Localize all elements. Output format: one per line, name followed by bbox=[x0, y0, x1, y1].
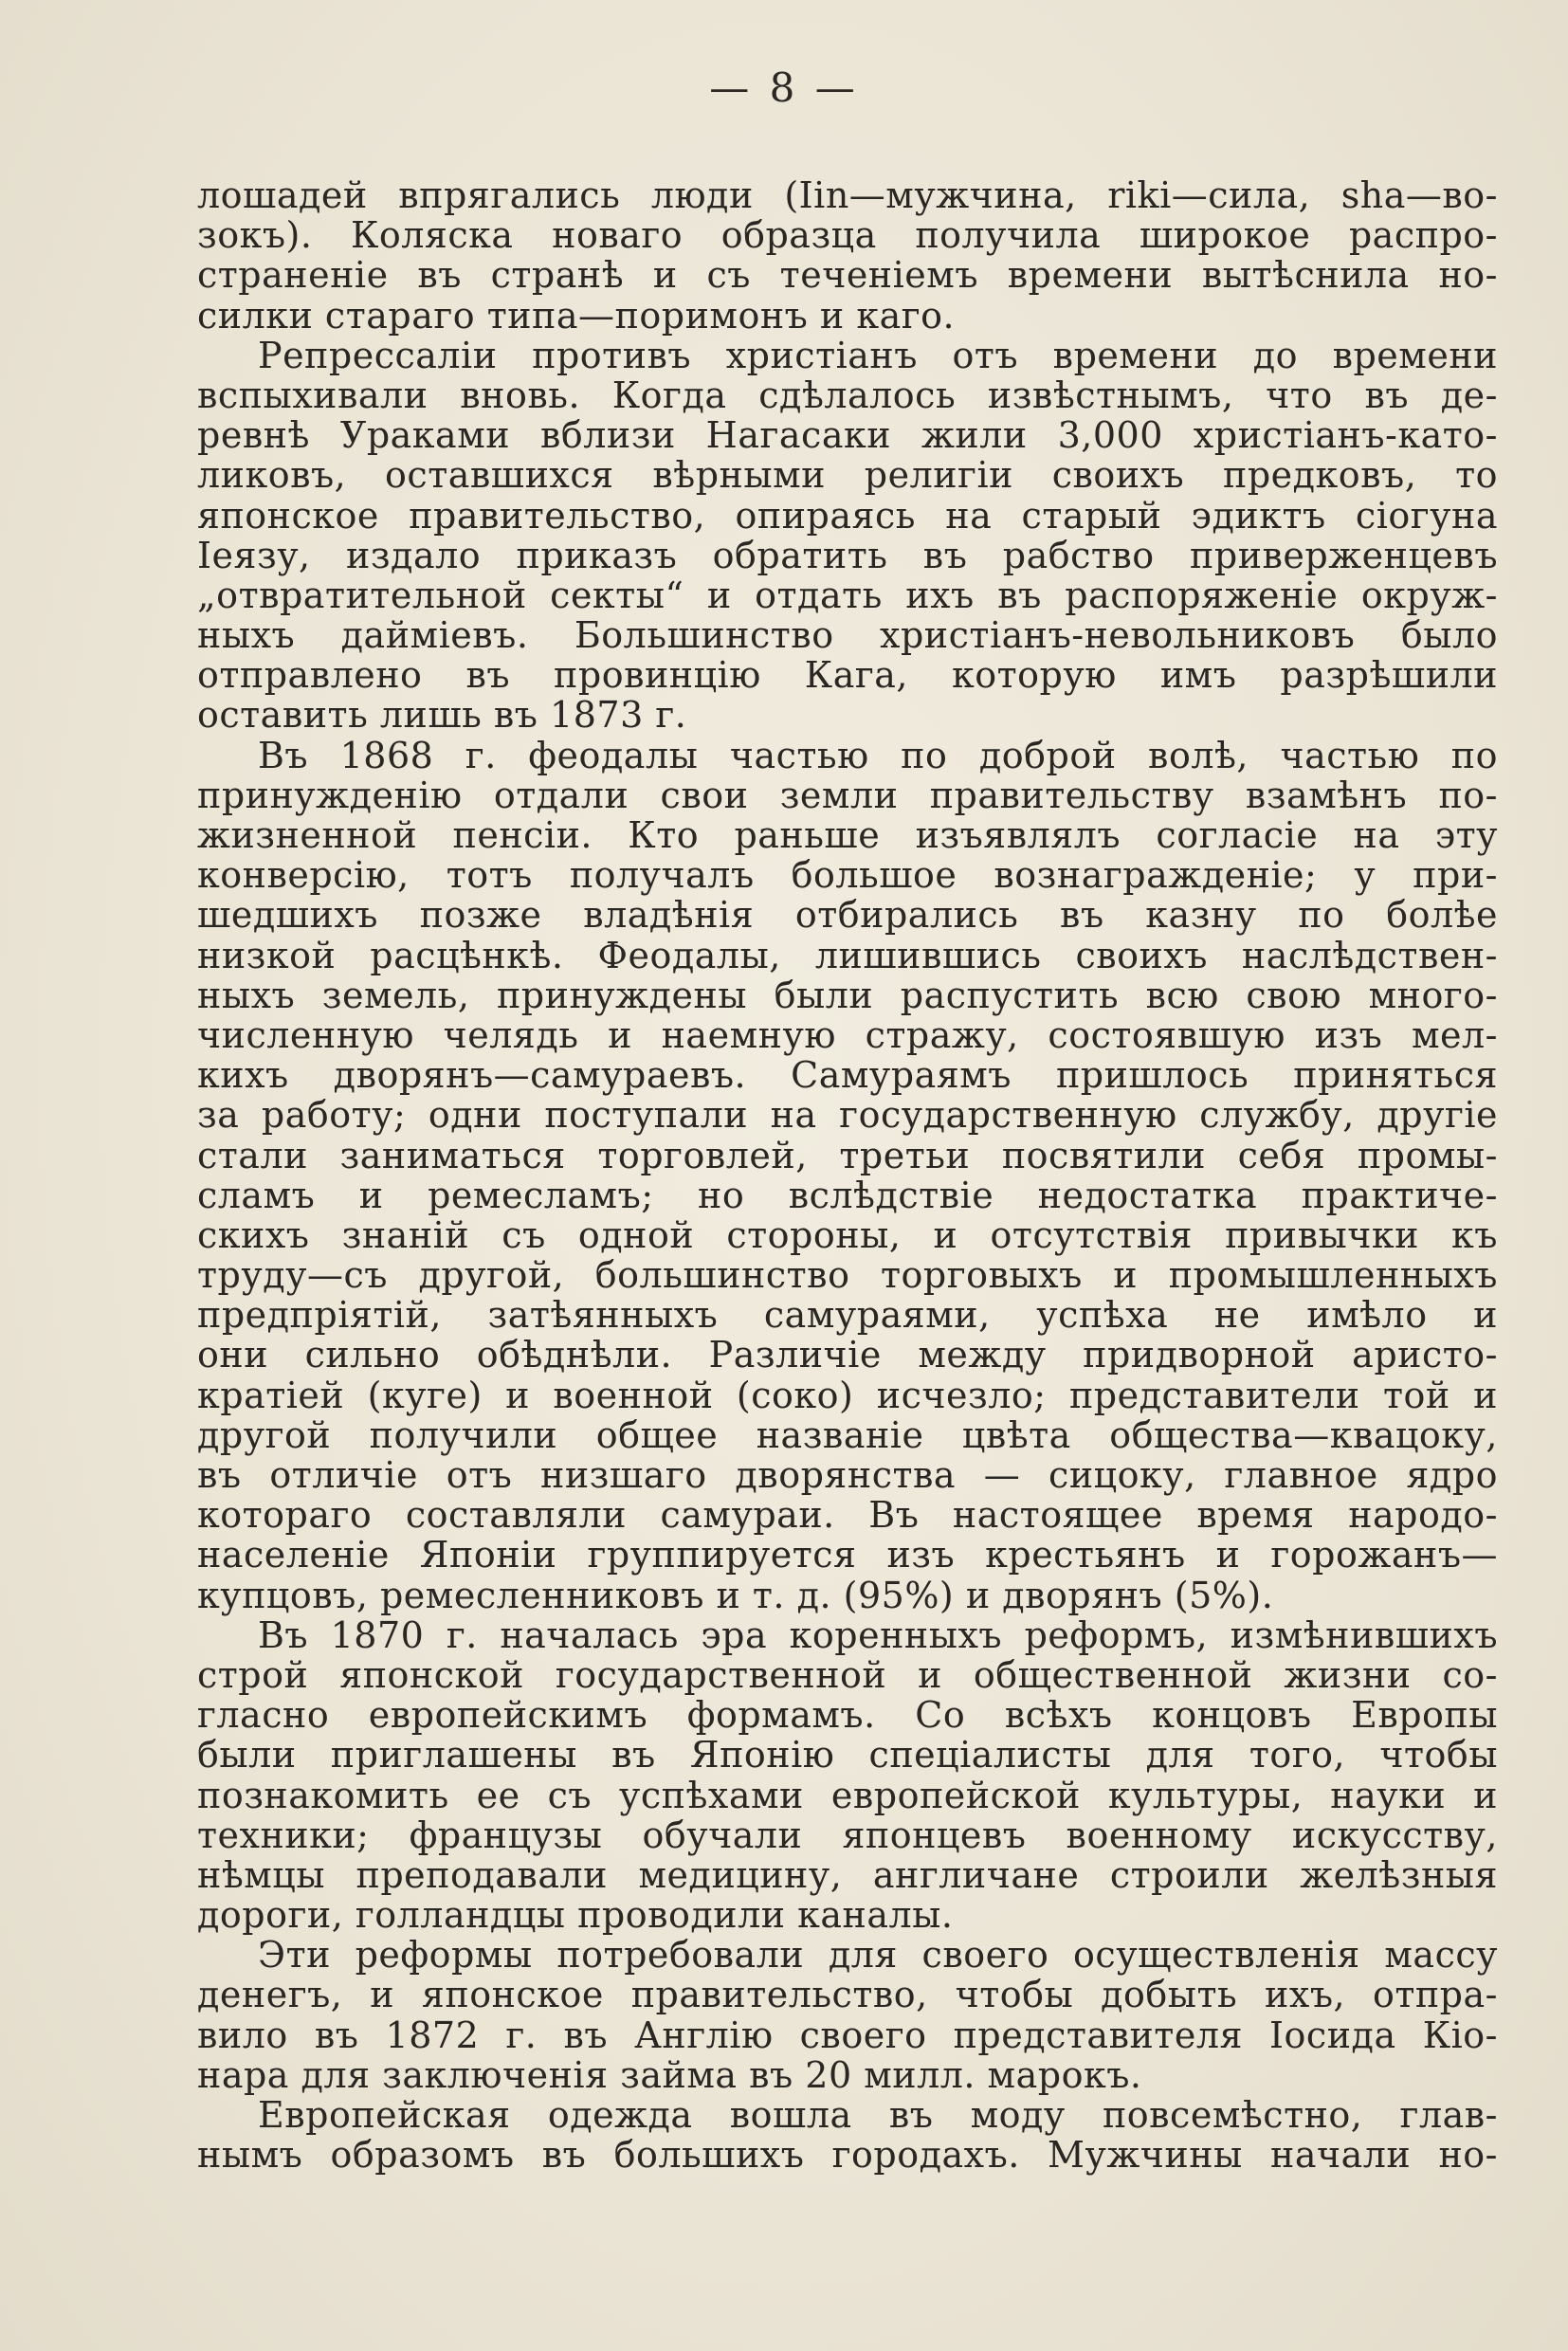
text-line: нѣмцы преподавали медицину, англичане строили желѣзныя bbox=[197, 1853, 1498, 1896]
text-line: страненіе въ странѣ и съ теченіемъ времени вытѣснила но- bbox=[197, 254, 1498, 297]
text-line: Европейская одежда вошла въ моду повсемѣстно, глав- bbox=[258, 2094, 1498, 2136]
text-line: ныхъ земель, принуждены были распустить всю свою много- bbox=[197, 974, 1498, 1016]
text-line: конверсію, тотъ получалъ большое вознагражденіе; у при- bbox=[197, 854, 1498, 897]
text-line: стали заниматься торговлей, третьи посвятили себя промы- bbox=[197, 1134, 1498, 1176]
text-line: нара для заключенія займа въ 20 милл. марокъ. bbox=[197, 2053, 1142, 2096]
text-line: другой получили общее названіе цвѣта общества—квацоку, bbox=[197, 1413, 1498, 1456]
text-line: Репрессаліи противъ христіанъ отъ времени до времени bbox=[258, 334, 1498, 376]
text-line: вило въ 1872 г. въ Англію своего представителя Іосида Кіо- bbox=[197, 2014, 1498, 2056]
text-line: за работу; одни поступали на государственную службу, другіе bbox=[197, 1094, 1498, 1137]
text-line: ныхъ дайміевъ. Большинство христіанъ-невольниковъ было bbox=[197, 614, 1498, 657]
text-line: въ отличіе отъ низшаго дворянства — сицоку, главное ядро bbox=[197, 1454, 1498, 1496]
text-line: дороги, голландцы проводили каналы. bbox=[197, 1894, 954, 1937]
text-line: ревнѣ Ураками вблизи Нагасаки жили 3,000 христіанъ-като- bbox=[197, 414, 1498, 457]
text-line: японское правительство, опираясь на старый эдиктъ сіогуна bbox=[197, 494, 1498, 537]
text-line: купцовъ, ремесленниковъ и т. д. (95%) и дворянъ (5%). bbox=[197, 1574, 1274, 1616]
text-line: техники; французы обучали японцевъ военному искусству, bbox=[197, 1813, 1498, 1856]
text-line: строй японской государственной и общественной жизни со- bbox=[197, 1653, 1498, 1696]
text-line: шедшихъ позже владѣнія отбирались въ казну по болѣе bbox=[197, 894, 1498, 937]
text-line: сламъ и ремесламъ; но вслѣдствіе недостатка практиче- bbox=[197, 1174, 1498, 1216]
text-line: численную челядь и наемную стражу, состоявшую изъ мел- bbox=[197, 1013, 1498, 1056]
text-line: Въ 1868 г. феодалы частью по доброй волѣ, частью по bbox=[258, 734, 1498, 776]
text-line: лошадей впрягались люди (Iin—мужчина, riki—сила, sha—во- bbox=[197, 174, 1498, 216]
text-line: скихъ знаній съ одной стороны, и отсутствія привычки къ bbox=[197, 1213, 1498, 1256]
text-line: познакомить ее съ успѣхами европейской культуры, науки и bbox=[197, 1774, 1498, 1816]
text-line: денегъ, и японское правительство, чтобы добыть ихъ, отпра- bbox=[197, 1974, 1498, 2016]
text-line: отправлено въ провинцію Кага, которую имъ разрѣшили bbox=[197, 654, 1498, 697]
text-line: жизненной пенсіи. Кто раньше изъявлялъ согласіе на эту bbox=[197, 814, 1498, 856]
text-line: гласно европейскимъ формамъ. Со всѣхъ концовъ Европы bbox=[197, 1694, 1498, 1737]
text-line: оставить лишь въ 1873 г. bbox=[197, 694, 687, 737]
text-line: Въ 1870 г. началась эра коренныхъ реформъ, измѣнившихъ bbox=[258, 1613, 1498, 1656]
text-line: ликовъ, оставшихся вѣрными религіи своихъ предковъ, то bbox=[197, 454, 1498, 497]
text-line: населеніе Японіи группируется изъ крестьянъ и горожанъ— bbox=[197, 1534, 1498, 1576]
page-number: — 8 — bbox=[709, 64, 859, 111]
text-line: зокъ). Коляска новаго образца получила широкое распро- bbox=[197, 214, 1498, 257]
body-text bbox=[197, 175, 1498, 2175]
text-line: были приглашены въ Японію спеціалисты для того, чтобы bbox=[197, 1734, 1498, 1777]
text-line: они сильно обѣднѣли. Различіе между придворной аристо- bbox=[197, 1334, 1498, 1376]
text-line: кихъ дворянъ—самураевъ. Самураямъ пришлось приняться bbox=[197, 1054, 1498, 1097]
text-line: нымъ образомъ въ большихъ городахъ. Мужчины начали но- bbox=[197, 2134, 1498, 2177]
text-line: вспыхивали вновь. Когда сдѣлалось извѣстнымъ, что въ де- bbox=[197, 374, 1498, 416]
text-line: силки стараго типа—поримонъ и каго. bbox=[197, 294, 956, 337]
text-line: Эти реформы потребовали для своего осуществленія массу bbox=[258, 1934, 1498, 1977]
text-line: „отвратительной секты“ и отдать ихъ въ распоряженіе окруж- bbox=[197, 574, 1498, 616]
text-line: труду—съ другой, большинство торговыхъ и промышленныхъ bbox=[197, 1254, 1498, 1297]
text-line: низкой расцѣнкѣ. Феодалы, лишившись своихъ наслѣдствен- bbox=[197, 934, 1498, 976]
text-line: кратіей (куге) и военной (соко) исчезло; представители той и bbox=[197, 1374, 1498, 1416]
text-line: принужденію отдали свои земли правительству взамѣнъ по- bbox=[197, 774, 1498, 816]
text-line: котораго составляли самураи. Въ настоящее время народо- bbox=[197, 1494, 1498, 1537]
text-line: Іеязу, издало приказъ обратить въ рабство приверженцевъ bbox=[197, 534, 1498, 576]
text-line: предпріятій, затѣянныхъ самураями, успѣха не имѣло и bbox=[197, 1294, 1498, 1337]
